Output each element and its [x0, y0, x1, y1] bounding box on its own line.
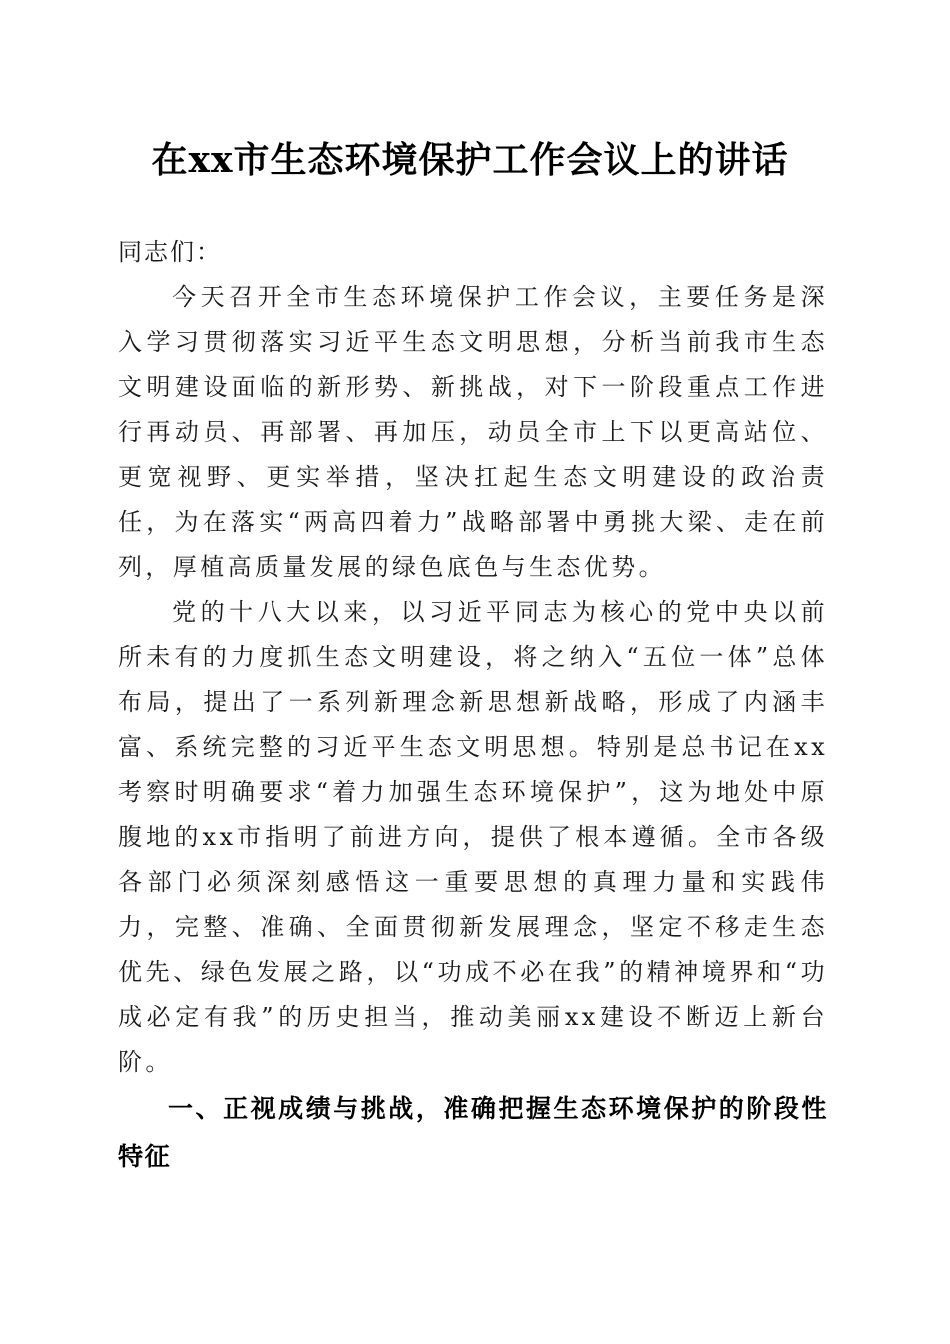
paragraph-2: 党的十八大以来，以习近平同志为核心的党中央以前所未有的力度抓生态文明建设，将之纳入“五位一体”总体布局，提出了一系列新理念新思想新战略，形成了内涵丰富、系统完整的习近平生态文明思想。特别是总书记在xx考察时明确要求“着力加强生态环境保护”，这为地处中原腹地的xx市指明了前进方向，提供了根本遵循。全市各级各部门必须深刻感悟这一重要思想的真理力量和实践伟力，完整、准确、全面贯彻新发展理念，坚定不移走生态优先、绿色发展之路，以“功成不必在我”的精神境界和“功成必定有我”的历史担当，推动美丽xx建设不断迈上新台阶。 [118, 598, 828, 1076]
salutation: 同志们： [118, 238, 222, 266]
paragraph-1: 今天召开全市生态环境保护工作会议，主要任务是深入学习贯彻落实习近平生态文明思想，分析当前我市生态文明建设面临的新形势、新挑战，对下一阶段重点工作进行再动员、再部署、再加压，动员全市上下以更高站位、更宽视野、更实举措，坚决扛起生态文明建设的政治责任，为在落实“两高四着力”战略部署中勇挑大梁、走在前列，厚植高质量发展的绿色底色与生态优势。 [118, 283, 828, 581]
document-body [118, 230, 828, 1181]
document-title: 在xx市生态环境保护工作会议上的讲话 [151, 139, 789, 181]
section-heading-1: 一、正视成绩与挑战，准确把握生态环境保护的阶段性特征 [118, 1094, 828, 1171]
